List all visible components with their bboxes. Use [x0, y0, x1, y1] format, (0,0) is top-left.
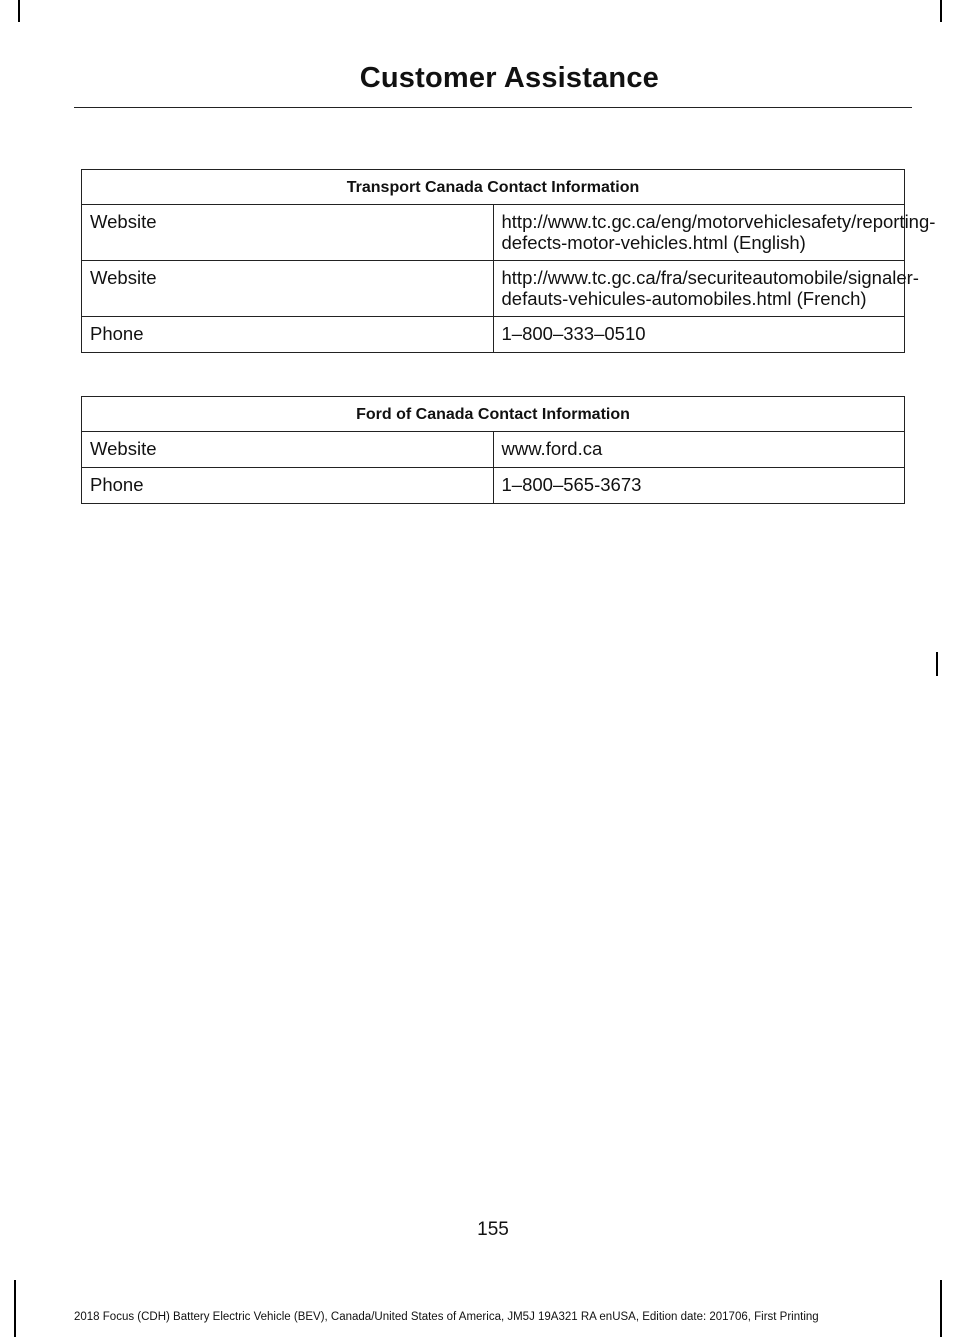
table-row [82, 261, 905, 317]
table-row [82, 468, 905, 504]
row-label: Phone [82, 468, 494, 504]
row-label: Website [82, 432, 494, 468]
crop-mark-top-left [18, 0, 20, 22]
table-title: Ford of Canada Contact Information [82, 397, 905, 432]
row-label: Website [82, 205, 494, 261]
transport-canada-contact-table [81, 169, 936, 353]
ford-of-canada-contact-table [81, 396, 905, 504]
table-title: Transport Canada Contact Information [82, 170, 905, 205]
website-value[interactable]: www.ford.ca [493, 432, 905, 468]
table-row [82, 317, 905, 353]
page-header [74, 60, 912, 108]
website-value[interactable]: http://www.tc.gc.ca/eng/motorvehiclesafety/reporting-defects-motor-vehicles.html (English) [493, 205, 905, 261]
page-number: 155 [477, 1219, 509, 1240]
table-header-row [82, 397, 905, 432]
crop-mark-bottom-left [14, 1280, 16, 1337]
phone-value: 1–800–333–0510 [493, 317, 905, 353]
phone-value: 1–800–565-3673 [493, 468, 905, 504]
table-row [82, 205, 905, 261]
crop-mark-top-right [940, 0, 942, 22]
row-label: Website [82, 261, 494, 317]
table-header-row [82, 170, 905, 205]
footer-text: 2018 Focus (CDH) Battery Electric Vehicle (BEV), Canada/United States of America, JM5J 19A321 RA enUSA, Edition date: 201706, First Printing [74, 1311, 819, 1323]
page-title: Customer Assistance [359, 62, 659, 94]
crop-mark-right-side [936, 652, 938, 676]
website-value[interactable]: http://www.tc.gc.ca/fra/securiteautomobile/signaler-defauts-vehicules-automobiles.html (French) [493, 261, 905, 317]
row-label: Phone [82, 317, 494, 353]
crop-mark-bottom-right [940, 1280, 942, 1337]
table-row [82, 432, 905, 468]
